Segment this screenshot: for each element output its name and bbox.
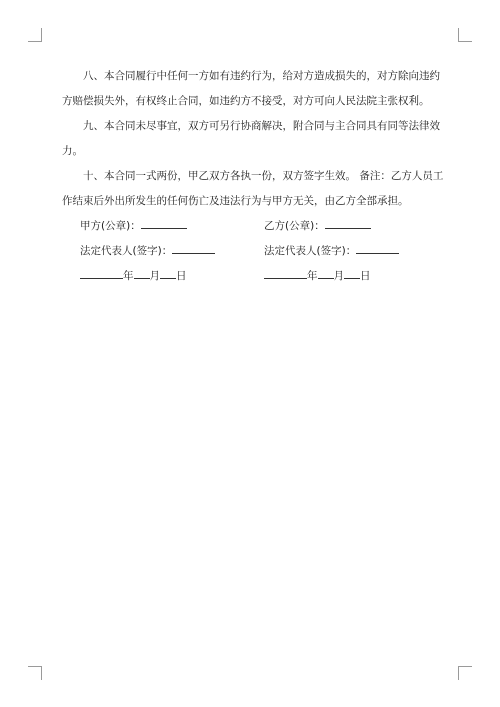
clause-8: 八、本合同履行中任何一方如有违约行为，给对方造成损失的，对方除向违约方赔偿损失外，有权终止合同，如违约方不接受，对方可向人民法院主张权利。: [62, 70, 440, 107]
day-label: 日: [176, 270, 187, 282]
crop-mark-bottom-right: [458, 666, 472, 680]
date-row: [62, 264, 448, 289]
crop-mark-bottom-left: [28, 666, 42, 680]
party-a-rep-blank[interactable]: [172, 239, 215, 254]
party-a-year-blank[interactable]: [80, 264, 123, 279]
party-b-seal-label: 乙方(公章)：: [264, 220, 325, 232]
party-b-year-blank[interactable]: [264, 264, 307, 279]
year-label: 年: [307, 270, 318, 282]
party-b-date: [264, 264, 448, 289]
party-a-seal-label: 甲方(公章)：: [80, 220, 141, 232]
party-a-representative: [62, 239, 264, 264]
year-label: 年: [123, 270, 134, 282]
party-a-seal: [62, 214, 264, 239]
party-a-date: [62, 264, 264, 289]
party-b-seal: [264, 214, 448, 239]
party-a-seal-blank[interactable]: [141, 214, 187, 229]
crop-mark-top-left: [28, 28, 42, 42]
month-label: 月: [149, 270, 160, 282]
month-label: 月: [333, 270, 344, 282]
day-label: 日: [360, 270, 371, 282]
crop-mark-top-right: [458, 28, 472, 42]
party-b-day-blank[interactable]: [344, 264, 360, 279]
clause-10: 十、本合同一式两份，甲乙双方各执一份，双方签字生效。 备注：乙方人员工作结束后外出所发生的任何伤亡及违法行为与甲方无关，由乙方全部承担。: [62, 170, 444, 207]
party-b-rep-label: 法定代表人(签字)：: [264, 245, 357, 257]
party-a-month-blank[interactable]: [134, 264, 150, 279]
party-b-seal-blank[interactable]: [325, 214, 371, 229]
party-a-day-blank[interactable]: [160, 264, 176, 279]
contract-body: [62, 64, 448, 289]
representative-row: [62, 239, 448, 264]
party-b-representative: [264, 239, 448, 264]
party-a-rep-label: 法定代表人(签字)：: [80, 245, 173, 257]
clause-9: 九、本合同未尽事宜，双方可另行协商解决，附合同与主合同具有同等法律效力。: [62, 120, 440, 157]
party-b-rep-blank[interactable]: [356, 239, 399, 254]
party-b-month-blank[interactable]: [318, 264, 334, 279]
seal-row: [62, 214, 448, 239]
